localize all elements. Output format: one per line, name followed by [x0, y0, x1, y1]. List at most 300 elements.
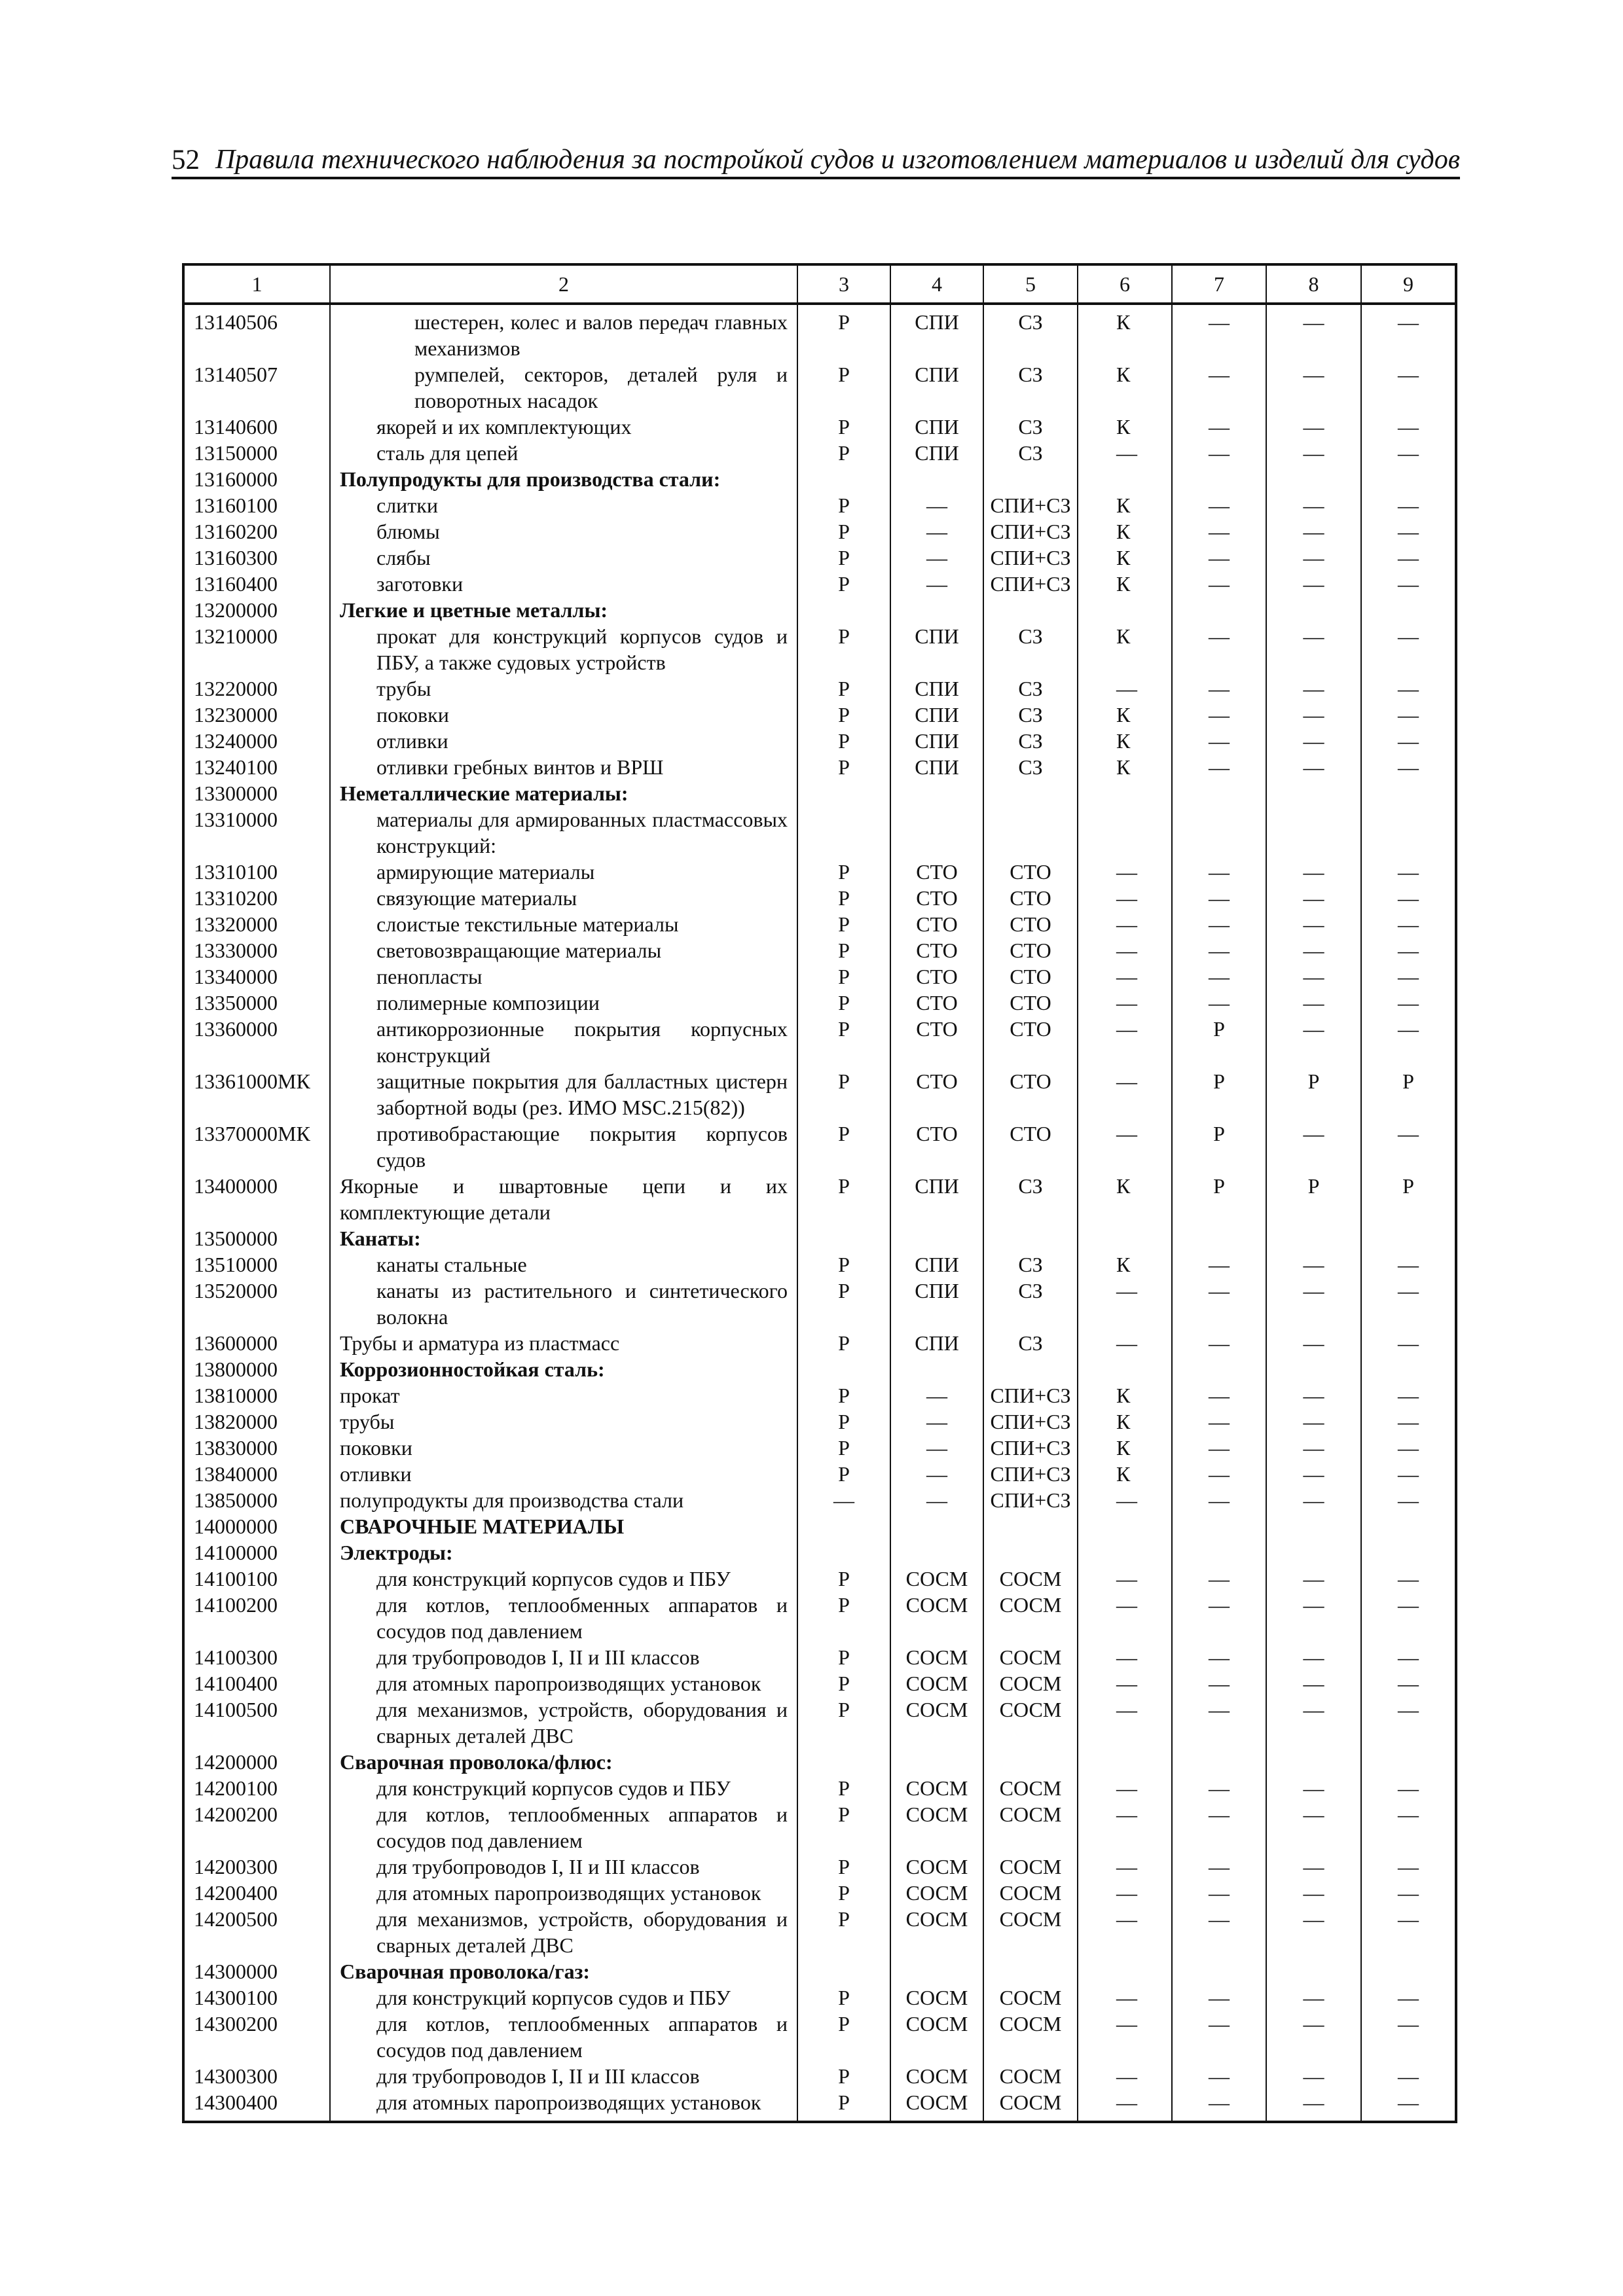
item-name: поковки — [330, 702, 797, 728]
column-header-6: 6 — [1078, 264, 1172, 304]
cell-col-3: Р — [797, 1696, 890, 1749]
cell-col-6: К — [1078, 545, 1172, 571]
item-code: 14200000 — [183, 1749, 330, 1775]
item-code: 14100400 — [183, 1670, 330, 1696]
table-row — [183, 1539, 1456, 1566]
cell-col-5: СОСМ — [983, 2089, 1078, 2122]
item-code: 13200000 — [183, 597, 330, 623]
cell-col-6: — — [1078, 937, 1172, 963]
cell-col-5: СЗ — [983, 440, 1078, 466]
item-code: 13330000 — [183, 937, 330, 963]
table-row — [183, 1356, 1456, 1382]
cell-col-4 — [890, 1958, 983, 1984]
table-row — [183, 545, 1456, 571]
cell-col-9: — — [1361, 990, 1456, 1016]
cell-col-8: — — [1266, 1016, 1361, 1068]
table-row — [183, 1749, 1456, 1775]
item-name: Сварочная проволока/флюс: — [330, 1749, 797, 1775]
cell-col-8 — [1266, 597, 1361, 623]
cell-col-4: СОСМ — [890, 1775, 983, 1801]
item-code: 14100200 — [183, 1592, 330, 1644]
cell-col-7: — — [1172, 1330, 1266, 1356]
cell-col-4: СТО — [890, 1068, 983, 1121]
cell-col-7: — — [1172, 1592, 1266, 1644]
cell-col-9: — — [1361, 754, 1456, 780]
table-row — [183, 2011, 1456, 2063]
cell-col-4 — [890, 597, 983, 623]
cell-col-4 — [890, 806, 983, 859]
cell-col-4: СПИ — [890, 754, 983, 780]
cell-col-5: СЗ — [983, 1330, 1078, 1356]
table-row — [183, 702, 1456, 728]
cell-col-9 — [1361, 1356, 1456, 1382]
cell-col-8: — — [1266, 304, 1361, 361]
cell-col-6 — [1078, 466, 1172, 492]
cell-col-8: — — [1266, 1644, 1361, 1670]
table-row — [183, 1068, 1456, 1121]
cell-col-3: Р — [797, 492, 890, 518]
cell-col-7: — — [1172, 728, 1266, 754]
cell-col-9: — — [1361, 1016, 1456, 1068]
cell-col-7: Р — [1172, 1068, 1266, 1121]
cell-col-6: — — [1078, 675, 1172, 702]
cell-col-9: — — [1361, 702, 1456, 728]
cell-col-7: — — [1172, 1566, 1266, 1592]
item-code: 14300200 — [183, 2011, 330, 2063]
cell-col-4 — [890, 1539, 983, 1566]
cell-col-4: СТО — [890, 885, 983, 911]
cell-col-3: Р — [797, 571, 890, 597]
cell-col-3: Р — [797, 518, 890, 545]
cell-col-6: К — [1078, 1435, 1172, 1461]
cell-col-9: — — [1361, 1251, 1456, 1278]
cell-col-9: — — [1361, 1408, 1456, 1435]
item-name: СВАРОЧНЫЕ МАТЕРИАЛЫ — [330, 1513, 797, 1539]
cell-col-4: СПИ — [890, 1278, 983, 1330]
cell-col-8 — [1266, 1749, 1361, 1775]
cell-col-8: — — [1266, 1278, 1361, 1330]
cell-col-5: СОСМ — [983, 1906, 1078, 1958]
cell-col-3: Р — [797, 361, 890, 414]
cell-col-3: Р — [797, 859, 890, 885]
cell-col-9 — [1361, 1539, 1456, 1566]
cell-col-9: — — [1361, 1461, 1456, 1487]
cell-col-4: СПИ — [890, 623, 983, 675]
cell-col-3 — [797, 1539, 890, 1566]
cell-col-7 — [1172, 1225, 1266, 1251]
item-name: световозвращающие материалы — [330, 937, 797, 963]
item-name: для трубопроводов I, II и III классов — [330, 1644, 797, 1670]
cell-col-8: — — [1266, 1566, 1361, 1592]
item-name: для конструкций корпусов судов и ПБУ — [330, 1984, 797, 2011]
cell-col-7: — — [1172, 571, 1266, 597]
item-name: Канаты: — [330, 1225, 797, 1251]
cell-col-3 — [797, 1958, 890, 1984]
cell-col-6: — — [1078, 1880, 1172, 1906]
item-code: 13370000МК — [183, 1121, 330, 1173]
cell-col-6: К — [1078, 414, 1172, 440]
cell-col-9: — — [1361, 1592, 1456, 1644]
item-name: для конструкций корпусов судов и ПБУ — [330, 1775, 797, 1801]
cell-col-7: — — [1172, 1461, 1266, 1487]
item-name: связующие материалы — [330, 885, 797, 911]
cell-col-8: — — [1266, 1121, 1361, 1173]
cell-col-3: Р — [797, 1330, 890, 1356]
cell-col-7 — [1172, 1539, 1266, 1566]
cell-col-6: К — [1078, 361, 1172, 414]
cell-col-7: — — [1172, 1382, 1266, 1408]
cell-col-8: — — [1266, 990, 1361, 1016]
cell-col-9 — [1361, 806, 1456, 859]
item-name: Коррозионностойкая сталь: — [330, 1356, 797, 1382]
item-name: блюмы — [330, 518, 797, 545]
cell-col-6: К — [1078, 304, 1172, 361]
cell-col-6: — — [1078, 990, 1172, 1016]
cell-col-6 — [1078, 1539, 1172, 1566]
cell-col-3 — [797, 780, 890, 806]
table-row — [183, 361, 1456, 414]
item-name: защитные покрытия для балластных цистерн забортной воды (рез. ИМО MSC.215(82)) — [330, 1068, 797, 1121]
item-code: 13140507 — [183, 361, 330, 414]
cell-col-6 — [1078, 1225, 1172, 1251]
item-code: 13400000 — [183, 1173, 330, 1225]
cell-col-6: К — [1078, 492, 1172, 518]
cell-col-9: — — [1361, 885, 1456, 911]
cell-col-6 — [1078, 1356, 1172, 1382]
item-code: 13220000 — [183, 675, 330, 702]
table-header-row — [183, 264, 1456, 304]
cell-col-7: — — [1172, 963, 1266, 990]
cell-col-8: — — [1266, 571, 1361, 597]
table-row — [183, 1173, 1456, 1225]
cell-col-7: — — [1172, 1251, 1266, 1278]
cell-col-5 — [983, 1749, 1078, 1775]
cell-col-4: СПИ — [890, 440, 983, 466]
cell-col-3: Р — [797, 1173, 890, 1225]
cell-col-3: Р — [797, 1251, 890, 1278]
cell-col-6: К — [1078, 518, 1172, 545]
cell-col-8 — [1266, 806, 1361, 859]
cell-col-4: СПИ — [890, 728, 983, 754]
item-name: полимерные композиции — [330, 990, 797, 1016]
item-name: заготовки — [330, 571, 797, 597]
cell-col-5: СЗ — [983, 361, 1078, 414]
cell-col-3: Р — [797, 1592, 890, 1644]
cell-col-6: К — [1078, 1461, 1172, 1487]
cell-col-8: — — [1266, 623, 1361, 675]
cell-col-9 — [1361, 1225, 1456, 1251]
cell-col-5 — [983, 1356, 1078, 1382]
item-code: 14300000 — [183, 1958, 330, 1984]
cell-col-4: СТО — [890, 963, 983, 990]
table-row — [183, 571, 1456, 597]
cell-col-5: СПИ+СЗ — [983, 1461, 1078, 1487]
cell-col-5: СОСМ — [983, 2011, 1078, 2063]
table-row — [183, 1487, 1456, 1513]
cell-col-4: СОСМ — [890, 2089, 983, 2122]
cell-col-5: СЗ — [983, 702, 1078, 728]
cell-col-7 — [1172, 1749, 1266, 1775]
cell-col-4 — [890, 1749, 983, 1775]
cell-col-9 — [1361, 466, 1456, 492]
cell-col-4 — [890, 780, 983, 806]
item-name: армирующие материалы — [330, 859, 797, 885]
cell-col-8 — [1266, 780, 1361, 806]
table-row — [183, 597, 1456, 623]
cell-col-9: — — [1361, 1670, 1456, 1696]
cell-col-9: — — [1361, 2011, 1456, 2063]
cell-col-3: Р — [797, 728, 890, 754]
cell-col-4: СПИ — [890, 361, 983, 414]
cell-col-3: Р — [797, 1121, 890, 1173]
item-name: трубы — [330, 675, 797, 702]
cell-col-6 — [1078, 806, 1172, 859]
cell-col-5: СТО — [983, 1121, 1078, 1173]
cell-col-5 — [983, 780, 1078, 806]
cell-col-6: К — [1078, 754, 1172, 780]
cell-col-9: — — [1361, 859, 1456, 885]
cell-col-3: — — [797, 1487, 890, 1513]
item-code: 13160200 — [183, 518, 330, 545]
cell-col-9: — — [1361, 2063, 1456, 2089]
cell-col-5: СПИ+СЗ — [983, 1487, 1078, 1513]
cell-col-7: — — [1172, 1984, 1266, 2011]
cell-col-8: — — [1266, 545, 1361, 571]
header-rule — [172, 177, 1460, 179]
cell-col-4: СОСМ — [890, 2011, 983, 2063]
cell-col-3: Р — [797, 1854, 890, 1880]
cell-col-9 — [1361, 1958, 1456, 1984]
cell-col-5: СЗ — [983, 304, 1078, 361]
cell-col-9 — [1361, 1749, 1456, 1775]
cell-col-3: Р — [797, 1068, 890, 1121]
table-row — [183, 1330, 1456, 1356]
cell-col-8: — — [1266, 1775, 1361, 1801]
cell-col-5: СОСМ — [983, 1775, 1078, 1801]
cell-col-8: — — [1266, 1251, 1361, 1278]
item-code: 14200400 — [183, 1880, 330, 1906]
cell-col-6: — — [1078, 859, 1172, 885]
item-name: сталь для цепей — [330, 440, 797, 466]
cell-col-8: — — [1266, 1906, 1361, 1958]
item-code: 13340000 — [183, 963, 330, 990]
cell-col-8: — — [1266, 2089, 1361, 2122]
cell-col-7 — [1172, 806, 1266, 859]
cell-col-3: Р — [797, 1016, 890, 1068]
cell-col-3: Р — [797, 1382, 890, 1408]
cell-col-5: СТО — [983, 859, 1078, 885]
table-row — [183, 1016, 1456, 1068]
table-row — [183, 1225, 1456, 1251]
cell-col-7: — — [1172, 1880, 1266, 1906]
cell-col-5: СОСМ — [983, 2063, 1078, 2089]
cell-col-4: — — [890, 571, 983, 597]
item-code: 13210000 — [183, 623, 330, 675]
item-name: для атомных паропроизводящих установок — [330, 2089, 797, 2122]
cell-col-7 — [1172, 466, 1266, 492]
column-header-8: 8 — [1266, 264, 1361, 304]
cell-col-7: — — [1172, 1487, 1266, 1513]
cell-col-3 — [797, 1356, 890, 1382]
cell-col-5: СЗ — [983, 675, 1078, 702]
cell-col-7: — — [1172, 702, 1266, 728]
item-code: 14300400 — [183, 2089, 330, 2122]
cell-col-5 — [983, 597, 1078, 623]
cell-col-9: — — [1361, 1775, 1456, 1801]
item-code: 13500000 — [183, 1225, 330, 1251]
item-name: для механизмов, устройств, оборудования и сварных деталей ДВС — [330, 1696, 797, 1749]
cell-col-3 — [797, 597, 890, 623]
item-name: Якорные и швартовные цепи и их комплектующие детали — [330, 1173, 797, 1225]
cell-col-3: Р — [797, 911, 890, 937]
table-row — [183, 1278, 1456, 1330]
table-row — [183, 911, 1456, 937]
cell-col-8: — — [1266, 361, 1361, 414]
cell-col-4: СТО — [890, 911, 983, 937]
table-row — [183, 1880, 1456, 1906]
cell-col-3: Р — [797, 1566, 890, 1592]
item-name: для трубопроводов I, II и III классов — [330, 1854, 797, 1880]
cell-col-8: — — [1266, 728, 1361, 754]
cell-col-3: Р — [797, 1775, 890, 1801]
table-row — [183, 1906, 1456, 1958]
item-name: пенопласты — [330, 963, 797, 990]
cell-col-6: — — [1078, 1854, 1172, 1880]
item-name: Легкие и цветные металлы: — [330, 597, 797, 623]
cell-col-3: Р — [797, 1435, 890, 1461]
cell-col-4: СОСМ — [890, 1801, 983, 1854]
cell-col-5: СЗ — [983, 754, 1078, 780]
item-name: полупродукты для производства стали — [330, 1487, 797, 1513]
item-name: румпелей, секторов, деталей руля и поворотных насадок — [330, 361, 797, 414]
cell-col-6: — — [1078, 2063, 1172, 2089]
page-title: Правила технического наблюдения за постройкой судов и изготовлением материалов и изделий для судов — [215, 145, 1460, 175]
item-name: для котлов, теплообменных аппаратов и сосудов под давлением — [330, 2011, 797, 2063]
cell-col-6: К — [1078, 702, 1172, 728]
table-row — [183, 1696, 1456, 1749]
table-row — [183, 780, 1456, 806]
cell-col-5 — [983, 466, 1078, 492]
cell-col-7: — — [1172, 1854, 1266, 1880]
cell-col-5: СТО — [983, 911, 1078, 937]
item-code: 14100100 — [183, 1566, 330, 1592]
cell-col-8: — — [1266, 1592, 1361, 1644]
item-name: для котлов, теплообменных аппаратов и сосудов под давлением — [330, 1801, 797, 1854]
table-row — [183, 518, 1456, 545]
cell-col-6: — — [1078, 1670, 1172, 1696]
cell-col-5: СОСМ — [983, 1592, 1078, 1644]
cell-col-6: К — [1078, 1382, 1172, 1408]
cell-col-7: — — [1172, 545, 1266, 571]
item-name: отливки — [330, 728, 797, 754]
table-row — [183, 1513, 1456, 1539]
item-code: 14000000 — [183, 1513, 330, 1539]
item-code: 13150000 — [183, 440, 330, 466]
cell-col-6: К — [1078, 1408, 1172, 1435]
cell-col-3 — [797, 1513, 890, 1539]
item-code: 13510000 — [183, 1251, 330, 1278]
cell-col-3: Р — [797, 963, 890, 990]
cell-col-3: Р — [797, 702, 890, 728]
cell-col-5: СЗ — [983, 1278, 1078, 1330]
item-code: 14100500 — [183, 1696, 330, 1749]
cell-col-3: Р — [797, 2063, 890, 2089]
cell-col-5: СОСМ — [983, 1984, 1078, 2011]
cell-col-9: — — [1361, 545, 1456, 571]
cell-col-3: Р — [797, 1984, 890, 2011]
cell-col-8: — — [1266, 440, 1361, 466]
cell-col-4: СТО — [890, 859, 983, 885]
cell-col-6: — — [1078, 963, 1172, 990]
column-header-9: 9 — [1361, 264, 1456, 304]
cell-col-7: — — [1172, 859, 1266, 885]
cell-col-4: СПИ — [890, 1173, 983, 1225]
cell-col-9 — [1361, 597, 1456, 623]
requirements-table — [182, 263, 1457, 2123]
table-row — [183, 1408, 1456, 1435]
cell-col-9: — — [1361, 1566, 1456, 1592]
cell-col-3: Р — [797, 937, 890, 963]
cell-col-7: — — [1172, 2011, 1266, 2063]
cell-col-6: — — [1078, 911, 1172, 937]
item-name: якорей и их комплектующих — [330, 414, 797, 440]
cell-col-3 — [797, 466, 890, 492]
cell-col-4: — — [890, 1382, 983, 1408]
cell-col-8: — — [1266, 702, 1361, 728]
cell-col-3 — [797, 1749, 890, 1775]
cell-col-6: — — [1078, 1801, 1172, 1854]
cell-col-4: СОСМ — [890, 1566, 983, 1592]
item-code: 14100000 — [183, 1539, 330, 1566]
item-code: 13160000 — [183, 466, 330, 492]
cell-col-4: СТО — [890, 937, 983, 963]
table-row — [183, 1644, 1456, 1670]
cell-col-4: — — [890, 1461, 983, 1487]
cell-col-3: Р — [797, 2089, 890, 2122]
cell-col-3: Р — [797, 545, 890, 571]
item-name: для атомных паропроизводящих установок — [330, 1670, 797, 1696]
cell-col-7 — [1172, 1356, 1266, 1382]
cell-col-7: — — [1172, 1801, 1266, 1854]
cell-col-5: СПИ+СЗ — [983, 1382, 1078, 1408]
item-name: слябы — [330, 545, 797, 571]
cell-col-8: — — [1266, 1854, 1361, 1880]
cell-col-7: — — [1172, 2089, 1266, 2122]
item-code: 13830000 — [183, 1435, 330, 1461]
table-row — [183, 1958, 1456, 1984]
table-row — [183, 1566, 1456, 1592]
cell-col-7: Р — [1172, 1121, 1266, 1173]
item-name: трубы — [330, 1408, 797, 1435]
column-header-4: 4 — [890, 264, 983, 304]
item-code: 14100300 — [183, 1644, 330, 1670]
item-code: 13600000 — [183, 1330, 330, 1356]
cell-col-6: — — [1078, 1330, 1172, 1356]
cell-col-5 — [983, 1958, 1078, 1984]
item-code: 13160100 — [183, 492, 330, 518]
cell-col-8: — — [1266, 1435, 1361, 1461]
table-row — [183, 859, 1456, 885]
cell-col-5: СПИ+СЗ — [983, 545, 1078, 571]
cell-col-5: СОСМ — [983, 1670, 1078, 1696]
cell-col-4: СПИ — [890, 1330, 983, 1356]
table-row — [183, 728, 1456, 754]
cell-col-6: — — [1078, 1278, 1172, 1330]
cell-col-4: СОСМ — [890, 1696, 983, 1749]
cell-col-6 — [1078, 780, 1172, 806]
item-code: 13350000 — [183, 990, 330, 1016]
cell-col-5: СПИ+СЗ — [983, 571, 1078, 597]
